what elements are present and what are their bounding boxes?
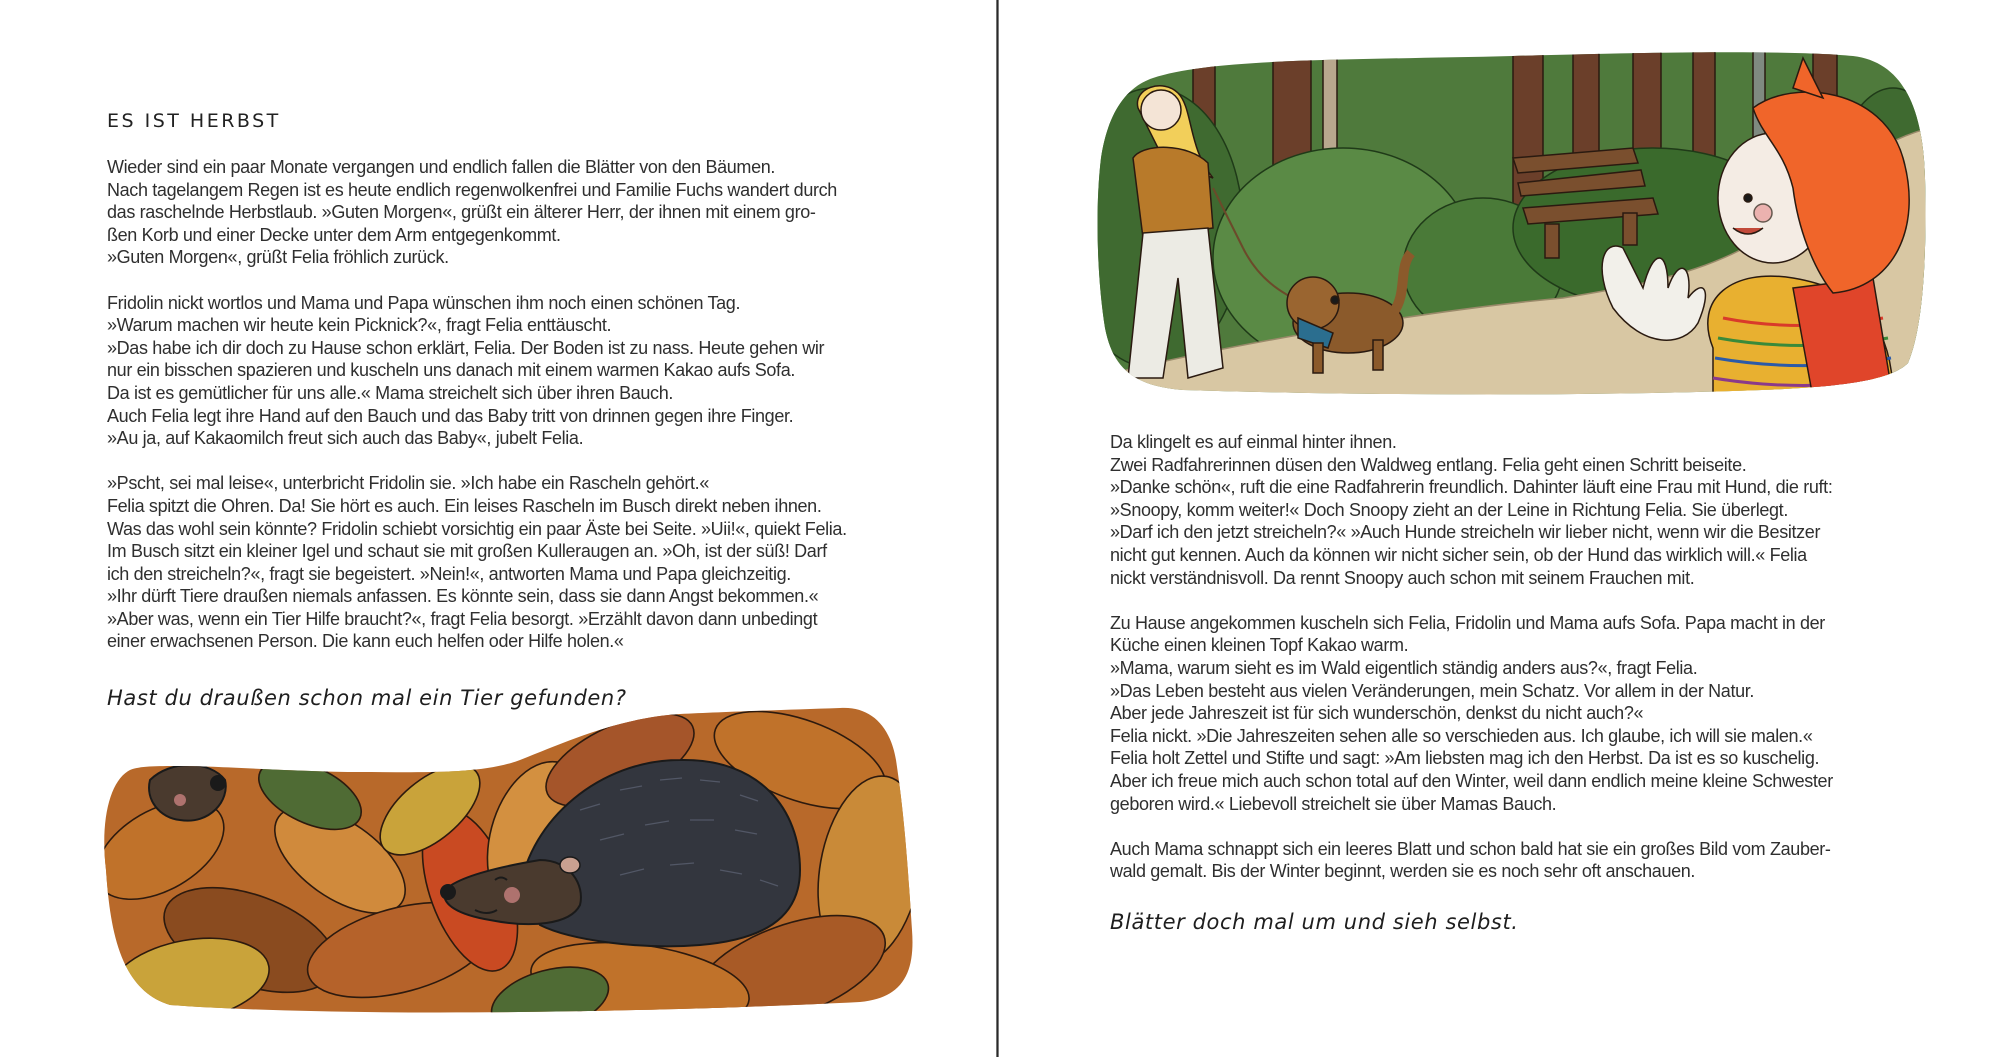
text-line: einer erwachsenen Person. Die kann euch helfen oder Hilfe holen.« [107,631,624,652]
left-page [0,0,997,1057]
text-line: Im Busch sitzt ein kleiner Igel und schaut sie mit großen Kulleraugen an. »Oh, ist der süß! Darf [107,541,827,562]
text-line: geboren wird.« Liebevoll streichelt sie über Mamas Bauch. [1110,793,1557,814]
chapter-title: ES IST HERBST [107,110,281,132]
text-line: Aber jede Jahreszeit ist für sich wunderschön, denkst du nicht auch?« [1110,703,1644,724]
paragraph [107,472,907,653]
closing-prompt: Blätter doch mal um und sieh selbst. [1110,910,1519,934]
paragraph [1110,838,1900,883]
text-line: nur ein bisschen spazieren und kuscheln uns danach mit einem warmen Kakao aufs Sofa. [107,360,796,381]
paragraph [107,156,907,269]
paragraph [1110,612,1900,815]
text-line: Nach tagelangem Regen ist es heute endlich regenwolkenfrei und Familie Fuchs wandert durch [107,179,837,200]
text-line: Felia holt Zettel und Stifte und sagt: »Am liebsten mag ich den Herbst. Da ist es so kuschelig. [1110,748,1820,769]
text-line: »Das Leben besteht aus vielen Veränderungen, mein Schatz. Vor allem in der Natur. [1110,680,1755,701]
hedgehog-in-autumn-leaves-illustration [100,700,918,1018]
text-line: ßen Korb und einer Decke unter dem Arm entgegenkommt. [107,224,561,245]
text-line: nickt verständnisvoll. Da rennt Snoopy auch schon mit seinem Frauchen mit. [1110,567,1695,588]
forest-illustration-icon [1093,48,1929,398]
text-line: Fridolin nickt wortlos und Mama und Papa wünschen ihm noch einen schönen Tag. [107,292,741,313]
text-line: »Snoopy, komm weiter!« Doch Snoopy zieht an der Leine in Richtung Felia. Sie überlegt. [1110,499,1788,520]
text-line: Aber ich freue mich auch schon total auf den Winter, weil dann endlich meine kleine Schwester [1110,770,1833,791]
text-line: »Ihr dürft Tiere draußen niemals anfassen. Es könnte sein, dass sie dann Angst bekommen.« [107,586,819,607]
hedgehog-illustration-icon [100,700,918,1018]
text-line: nicht gut kennen. Auch da können wir nicht sicher sein, ob der Hund das wirklich will.« Felia [1110,544,1807,565]
text-line: Küche einen kleinen Topf Kakao warm. [1110,635,1409,656]
paragraph [1110,431,1900,589]
text-line: das raschelnde Herbstlaub. »Guten Morgen«, grüßt ein älterer Herr, der ihnen mit einem gro- [107,202,816,223]
text-line: Zu Hause angekommen kuscheln sich Felia, Fridolin und Mama aufs Sofa. Papa macht in der [1110,612,1825,633]
text-line: Auch Felia legt ihre Hand auf den Bauch und das Baby tritt von drinnen gegen ihre Finger. [107,405,794,426]
text-line: wald gemalt. Bis der Winter beginnt, werden sie es noch sehr oft anschauen. [1110,861,1696,882]
text-line: »Pscht, sei mal leise«, unterbricht Fridolin sie. »Ich habe ein Rascheln gehört.« [107,473,709,494]
text-line: »Guten Morgen«, grüßt Felia fröhlich zurück. [107,247,449,268]
text-line: Felia spitzt die Ohren. Da! Sie hört es auch. Ein leises Rascheln im Busch direkt neben ihnen. [107,495,822,516]
text-line: »Aber was, wenn ein Tier Hilfe braucht?«, fragt Felia besorgt. »Erzählt davon dann unbedingt [107,608,818,629]
text-line: Da klingelt es auf einmal hinter ihnen. [1110,432,1397,452]
text-line: Wieder sind ein paar Monate vergangen und endlich fallen die Blätter von den Bäumen. [107,157,776,177]
text-line: ich den streicheln?«, fragt sie begeistert. »Nein!«, antworten Mama und Papa gleichzeitig. [107,563,791,584]
reader-question: Hast du draußen schon mal ein Tier gefunden? [107,686,627,710]
text-line: »Warum machen wir heute kein Picknick?«, fragt Felia enttäuscht. [107,315,612,336]
left-story-text [107,156,907,653]
paragraph [107,292,907,450]
text-line: Was das wohl sein könnte? Fridolin schiebt vorsichtig ein paar Äste bei Seite. »Uii!«, quiekt Felia. [107,518,847,539]
text-line: Zwei Radfahrerinnen düsen den Waldweg entlang. Felia geht einen Schritt beiseite. [1110,454,1747,475]
text-line: »Das habe ich dir doch zu Hause schon erklärt, Felia. Der Boden ist zu nass. Heute gehen wir [107,337,825,358]
text-line: Da ist es gemütlicher für uns alle.« Mama streichelt sich über ihren Bauch. [107,382,674,403]
text-line: Auch Mama schnappt sich ein leeres Blatt und schon bald hat sie ein großes Bild vom Zauber- [1110,838,1831,859]
text-line: »Darf ich den jetzt streicheln?« »Auch Hunde streicheln wir lieber nicht, wenn wir die Besitzer [1110,522,1821,543]
text-line: »Danke schön«, ruft die eine Radfahrerin freundlich. Dahinter läuft eine Frau mit Hund, die ruft: [1110,477,1833,498]
text-line: Felia nickt. »Die Jahreszeiten sehen alle so verschieden aus. Ich glaube, ich will sie malen.« [1110,725,1813,746]
text-line: »Mama, warum sieht es im Wald eigentlich ständig anders aus?«, fragt Felia. [1110,657,1698,678]
text-line: »Au ja, auf Kakaomilch freut sich auch das Baby«, jubelt Felia. [107,428,584,449]
forest-walk-illustration [1093,48,1929,398]
right-story-text [1110,431,1900,883]
